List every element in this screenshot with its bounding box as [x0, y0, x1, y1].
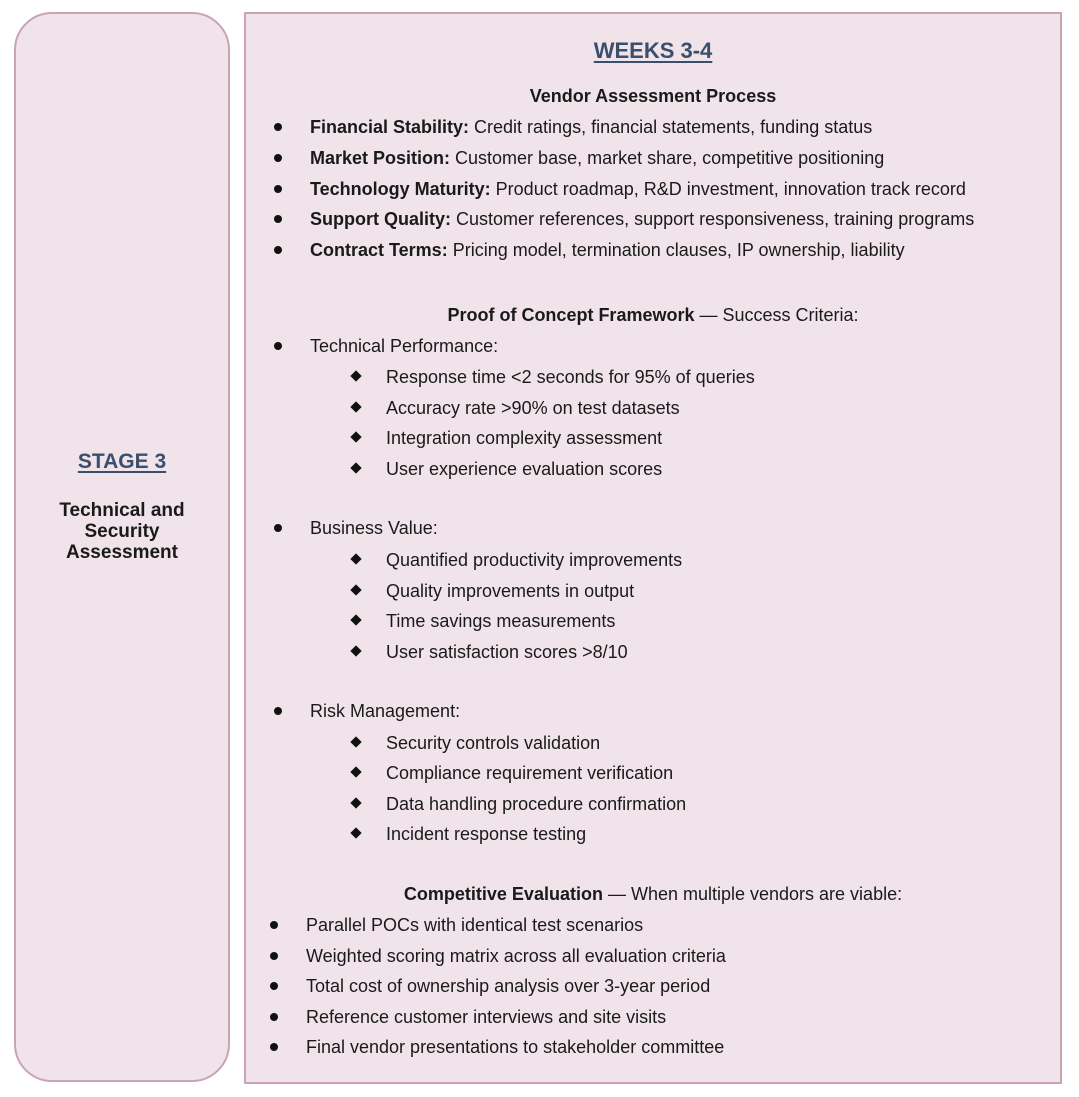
poc-item: User experience evaluation scores	[386, 459, 663, 479]
vendor-item-text: Pricing model, termination clauses, IP ownership, liability	[447, 240, 905, 260]
bullet-icon	[274, 707, 282, 715]
diamond-bullet-icon	[350, 584, 361, 595]
bullet-icon	[274, 185, 282, 193]
poc-item: Security controls validation	[386, 733, 601, 753]
poc-item: Integration complexity assessment	[386, 428, 663, 448]
diamond-bullet-icon	[350, 462, 361, 473]
bullet-icon	[270, 952, 278, 960]
diamond-bullet-icon	[350, 736, 361, 747]
diamond-bullet-icon	[350, 431, 361, 442]
bullet-icon	[274, 123, 282, 131]
diamond-bullet-icon	[350, 766, 361, 777]
competitive-heading-bold: Competitive Evaluation	[403, 884, 603, 904]
vendor-item	[310, 208, 974, 230]
poc-heading-rest: — Success Criteria:	[694, 305, 859, 325]
stage-title: STAGE 3	[77, 450, 167, 473]
vendor-item-label: Support Quality:	[310, 209, 451, 229]
diamond-bullet-icon	[350, 553, 361, 564]
competitive-item: Reference customer interviews and site visits	[306, 1007, 667, 1027]
bullet-icon	[274, 246, 282, 254]
vendor-item	[310, 239, 905, 261]
poc-item: Quality improvements in output	[386, 581, 635, 601]
vendor-item-text: Customer references, support responsiveness, training programs	[451, 209, 975, 229]
poc-heading	[246, 305, 1060, 326]
weeks-title: WEEKS 3-4	[593, 38, 713, 63]
poc-item: Compliance requirement verification	[386, 763, 674, 783]
poc-item: Accuracy rate >90% on test datasets	[386, 398, 680, 418]
poc-item: User satisfaction scores >8/10	[386, 642, 628, 662]
bullet-icon	[270, 921, 278, 929]
bullet-icon	[270, 1013, 278, 1021]
poc-group-label: Technical Performance:	[310, 336, 499, 356]
bullet-icon	[274, 342, 282, 350]
bullet-icon	[270, 982, 278, 990]
vendor-item	[310, 147, 884, 169]
competitive-heading	[246, 884, 1060, 905]
competitive-heading-rest: — When multiple vendors are viable:	[602, 884, 903, 904]
poc-item: Time savings measurements	[386, 611, 616, 631]
bullet-icon	[274, 524, 282, 532]
poc-group-label: Business Value:	[310, 518, 438, 538]
stage-label-group	[16, 450, 228, 563]
diamond-bullet-icon	[350, 797, 361, 808]
competitive-item: Parallel POCs with identical test scenarios	[306, 915, 644, 935]
vendor-item-label: Contract Terms:	[310, 240, 448, 260]
diamond-bullet-icon	[350, 645, 361, 656]
competitive-item: Final vendor presentations to stakeholder committee	[306, 1037, 725, 1057]
poc-item: Data handling procedure confirmation	[386, 794, 687, 814]
diamond-bullet-icon	[350, 827, 361, 838]
vendor-item	[310, 116, 872, 138]
poc-group-label: Risk Management:	[310, 701, 461, 721]
bullet-icon	[274, 215, 282, 223]
vendor-item	[310, 178, 966, 200]
vendor-item-label: Technology Maturity:	[310, 179, 491, 199]
poc-item: Quantified productivity improvements	[386, 550, 683, 570]
vendor-assessment-heading	[246, 86, 1060, 107]
competitive-item: Total cost of ownership analysis over 3-year period	[306, 976, 711, 996]
diamond-bullet-icon	[350, 401, 361, 412]
vendor-item-text: Credit ratings, financial statements, funding status	[469, 117, 873, 137]
vendor-item-text: Customer base, market share, competitive positioning	[450, 148, 885, 168]
diamond-bullet-icon	[350, 614, 361, 625]
bullet-icon	[270, 1043, 278, 1051]
poc-heading-bold: Proof of Concept Framework	[447, 305, 695, 325]
vendor-assessment-heading-text: Vendor Assessment Process	[529, 86, 777, 106]
bullet-icon	[274, 154, 282, 162]
stage-subtitle: Technical and Security Assessment	[59, 500, 185, 563]
poc-item: Incident response testing	[386, 824, 587, 844]
competitive-item: Weighted scoring matrix across all evaluation criteria	[306, 946, 726, 966]
stage-panel	[14, 12, 230, 1082]
vendor-item-text: Product roadmap, R&D investment, innovation track record	[490, 179, 966, 199]
vendor-item-label: Financial Stability:	[310, 117, 470, 137]
poc-item: Response time <2 seconds for 95% of queries	[386, 367, 755, 387]
vendor-item-label: Market Position:	[310, 148, 451, 168]
diamond-bullet-icon	[350, 370, 361, 381]
content-panel	[244, 12, 1062, 1084]
